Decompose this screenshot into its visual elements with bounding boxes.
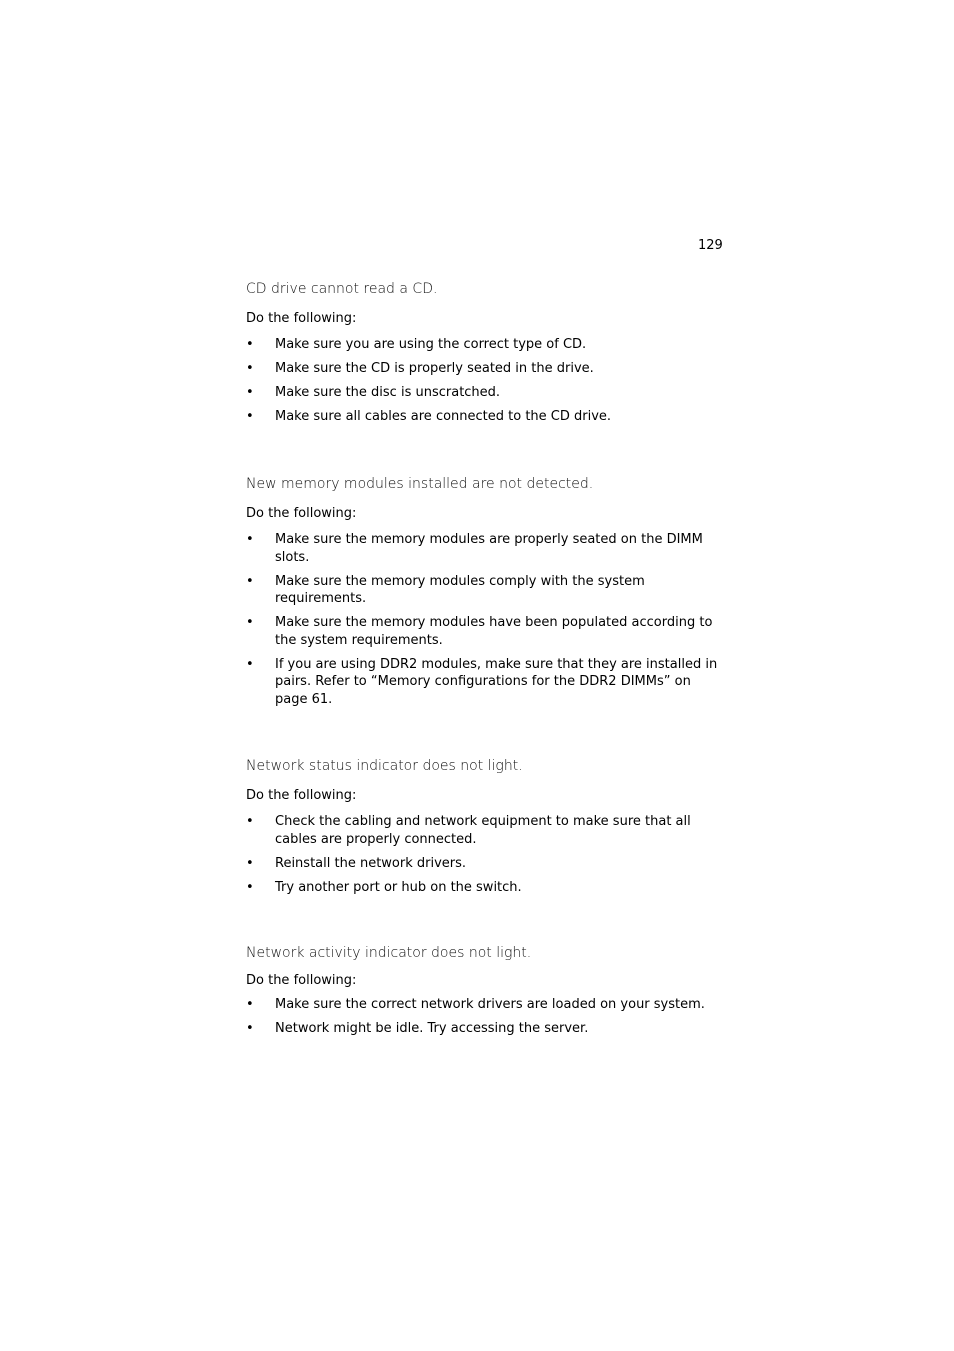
bullet-list (246, 813, 726, 896)
bullet-icon: • (246, 532, 254, 547)
bullet-icon: • (246, 814, 254, 829)
section-heading: New memory modules installed are not detected. (246, 476, 594, 492)
list-item (246, 531, 726, 566)
list-item-text: Make sure the memory modules are properly seated on the DIMM slots. (275, 532, 703, 565)
bullet-icon: • (246, 656, 254, 672)
list-item (246, 996, 726, 1014)
list-item-text: Make sure the memory modules comply with the system requirements. (275, 573, 645, 606)
bullet-icon: • (246, 879, 254, 895)
bullet-icon: • (246, 855, 254, 871)
bullet-list (246, 531, 726, 708)
troubleshooting-section-cd-drive (246, 280, 726, 432)
list-item (246, 408, 726, 426)
troubleshooting-section-network-status (246, 757, 726, 903)
section-intro: Do the following: (246, 973, 357, 988)
bullet-icon: • (246, 573, 254, 589)
list-item-text: Reinstall the network drivers. (275, 855, 467, 871)
section-heading: Network activity indicator does not light. (246, 945, 532, 961)
bullet-icon: • (246, 385, 254, 400)
list-item (246, 614, 726, 649)
list-item-text: If you are using DDR2 modules, make sure that they are installed in pairs. Refer to “Memory configurations for the DDR2 DIMMs” on page 61. (275, 656, 718, 707)
page-number: 129 (698, 238, 723, 253)
list-item (246, 360, 726, 378)
bullet-icon: • (246, 361, 254, 376)
list-item-text: Make sure the correct network drivers are loaded on your system. (275, 997, 705, 1012)
list-item-text: Check the cabling and network equipment to make sure that all cables are properly connected. (275, 814, 691, 847)
bullet-icon: • (246, 615, 254, 630)
troubleshooting-section-memory-modules (246, 475, 726, 715)
section-intro: Do the following: (246, 506, 357, 521)
list-item-text: Make sure you are using the correct type of CD. (275, 337, 587, 352)
list-item (246, 573, 726, 608)
bullet-icon: • (246, 337, 254, 352)
list-item-text: Try another port or hub on the switch. (275, 879, 522, 895)
list-item (246, 1020, 726, 1038)
list-item (246, 656, 726, 709)
list-item (246, 384, 726, 402)
list-item (246, 813, 726, 848)
bullet-icon: • (246, 997, 254, 1012)
section-intro: Do the following: (246, 311, 357, 326)
list-item-text: Make sure the CD is properly seated in the drive. (275, 361, 594, 376)
section-heading: CD drive cannot read a CD. (246, 281, 438, 297)
section-heading: Network status indicator does not light. (246, 758, 523, 774)
bullet-list (246, 336, 726, 426)
list-item-text: Make sure all cables are connected to the CD drive. (275, 409, 612, 424)
list-item (246, 855, 726, 873)
list-item-text: Make sure the disc is unscratched. (275, 385, 501, 400)
bullet-icon: • (246, 1021, 254, 1036)
bullet-icon: • (246, 409, 254, 424)
list-item (246, 336, 726, 354)
bullet-list (246, 996, 726, 1038)
list-item (246, 879, 726, 897)
troubleshooting-section-network-activity (246, 944, 726, 1044)
list-item-text: Network might be idle. Try accessing the server. (275, 1021, 589, 1036)
section-intro: Do the following: (246, 788, 357, 803)
list-item-text: Make sure the memory modules have been populated according to the system requirements. (275, 615, 713, 648)
